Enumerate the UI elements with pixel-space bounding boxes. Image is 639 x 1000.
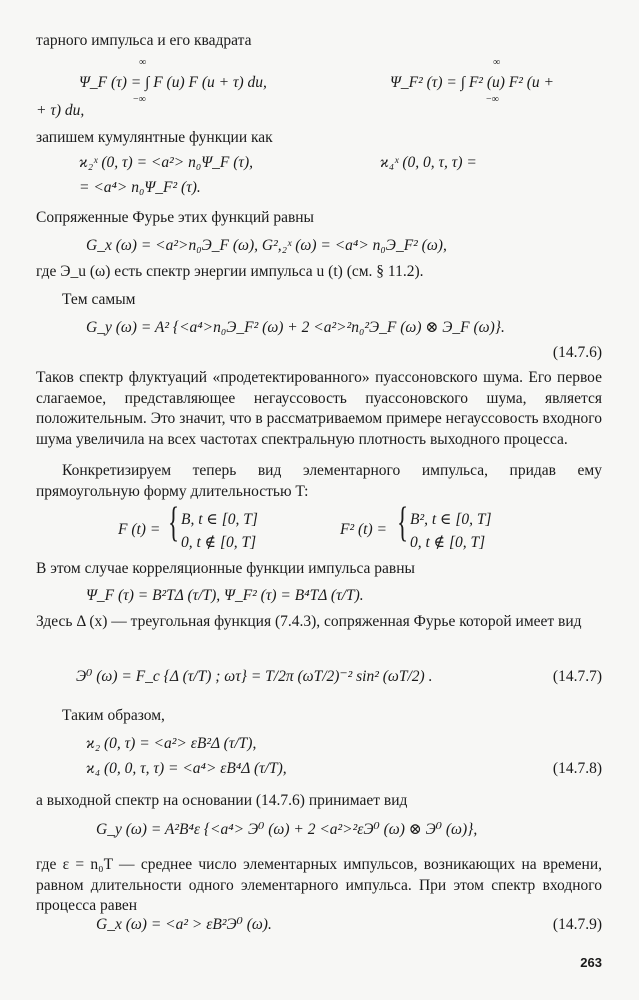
equation-psi-f2: Ψ_F² (τ) = ∫ F² (u) F² (u + (390, 74, 555, 91)
integral-upper-limit: ∞ (493, 57, 501, 68)
integral-upper-limit: ∞ (139, 57, 147, 68)
equation-kappa4: ϰ₄ˣ (0, 0, τ, τ) = (380, 154, 477, 171)
left-brace: { (168, 500, 180, 546)
paragraph: Конкретизируем теперь вид элементарного импульса, придав ему прямоугольную форму длительностью T: (36, 462, 602, 500)
equation-gy: G_y (ω) = A² {<a⁴>n₀Э_F² (ω) + 2 <a²>²n₀²Э_F (ω) ⊗ Э_F (ω)}. (86, 319, 505, 336)
paragraph: Таков спектр флуктуаций «продетектированного» пуассоновского шума. Его первое слагаемое, представляющее негауссовость пуассоновского шума, является положительным. Это значит, что в рассматриваемом примере негауссовость входного шума увеличила на всех частотах спектральную плотность выходного процесса. (36, 369, 602, 448)
equation-kappa4-continuation: = <a⁴> n₀Ψ_F² (τ). (79, 179, 201, 196)
equation-psi-rect: Ψ_F (τ) = B²TΔ (τ/T), Ψ_F² (τ) = B⁴TΔ (τ/T). (86, 587, 364, 604)
equation-f2-case2: 0, t ∉ [0, T] (410, 534, 486, 551)
equation-f-left: F (t) = (118, 521, 161, 538)
text-line: Сопряженные Фурье этих функций равны (36, 209, 314, 226)
equation-number: (14.7.7) (552, 668, 602, 685)
equation-gx: G_x (ω) = <a²>n₀Э_F (ω), G²,₂ˣ (ω) = <a⁴> n₀Э_F² (ω), (86, 237, 447, 254)
equation-gx-rect: G_x (ω) = <a² > εB²Э⁰ (ω). (96, 916, 272, 933)
integral-lower-limit: −∞ (133, 94, 146, 105)
text-line: Тем самым (62, 291, 136, 308)
equation-number: (14.7.6) (552, 344, 602, 361)
integral-lower-limit: −∞ (486, 94, 499, 105)
equation-number: (14.7.9) (552, 916, 602, 933)
paragraph: где ε = n₀T — среднее число элементарных импульсов, возникающих на времени, равном длительности одного элементарного импульса. При этом спектр входного процесса равен (36, 856, 602, 914)
equation-number: (14.7.8) (552, 760, 602, 777)
equation-energy-spectrum: Э⁰ (ω) = F_c {Δ (τ/T) ; ωτ} = T/2π (ωT/2)⁻² sin² (ωT/2) . (76, 668, 433, 685)
text-line: где Э_u (ω) есть спектр энергии импульса u (t) (см. § 11.2). (36, 263, 424, 280)
page-number: 263 (580, 955, 602, 970)
equation-kappa2: ϰ₂ˣ (0, τ) = <a²> n₀Ψ_F (τ), (79, 154, 253, 171)
equation-continuation: + τ) du, (36, 102, 85, 119)
paragraph: Здесь Δ (x) — треугольная функция (7.4.3), сопряженная Фурье которой имеет вид (36, 613, 582, 630)
text-line: запишем кумулянтные функции как (36, 129, 273, 146)
equation-kappa2-rect: ϰ₂ (0, τ) = <a²> εB²Δ (τ/T), (86, 735, 257, 752)
text-line: а выходной спектр на основании (14.7.6) принимает вид (36, 792, 408, 809)
equation-f-case1: B, t ∈ [0, T] (181, 511, 258, 528)
text-line: В этом случае корреляционные функции импульса равны (36, 560, 415, 577)
equation-f2-case1: B², t ∈ [0, T] (410, 511, 492, 528)
left-brace: { (397, 500, 409, 546)
equation-f-case2: 0, t ∉ [0, T] (181, 534, 257, 551)
equation-kappa4-rect: ϰ₄ (0, 0, τ, τ) = <a⁴> εB⁴Δ (τ/T), (86, 760, 287, 777)
equation-psi-f: Ψ_F (τ) = ∫ F (u) F (u + τ) du, (79, 74, 267, 91)
text-line: Таким образом, (62, 707, 165, 724)
equation-f2-left: F² (t) = (340, 521, 387, 538)
text-line: тарного импульса и его квадрата (36, 32, 252, 49)
equation-gy-rect: G_y (ω) = A²B⁴ε {<a⁴> Э⁰ (ω) + 2 <a²>²εЭ⁰ (ω) ⊗ Э⁰ (ω)}, (96, 821, 478, 838)
